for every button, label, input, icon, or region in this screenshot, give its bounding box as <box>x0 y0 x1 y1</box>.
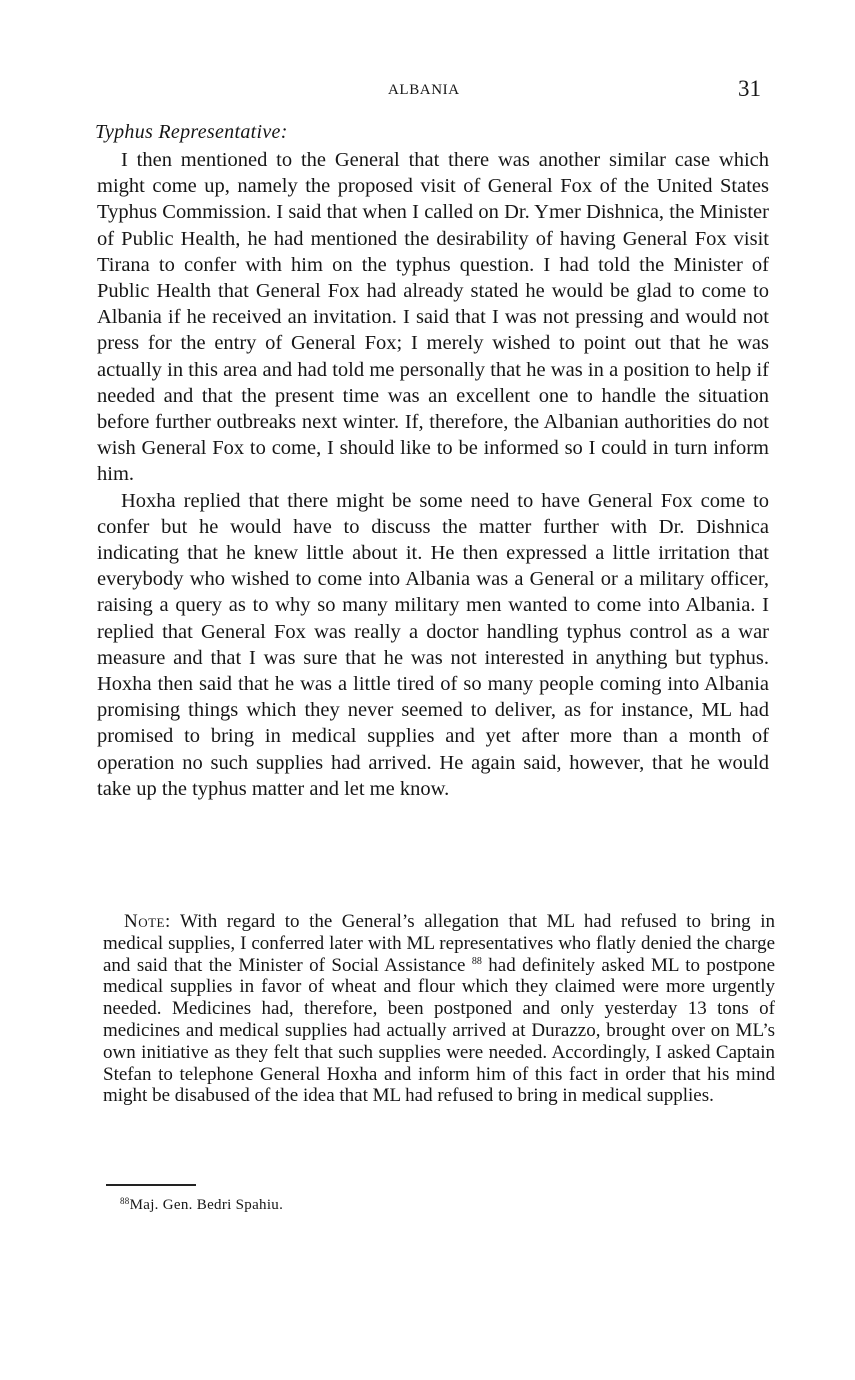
body-paragraph-2: Hoxha replied that there might be some need to have General Fox come to confer but he would have to discuss the matter further with Dr. Dishnica indicating that he knew little about it. He then expressed a little irritation that everybody who wished to come into Albania was a General or a military officer, raising a query as to why so many military men wanted to come into Albania. I replied that General Fox was really a doctor handling typhus control as a war measure and that I was sure that he was not interested in anything but typhus. Hoxha then said that he was a little tired of so many people coming into Albania promising things which they never seemed to deliver, as for instance, ML had promised to bring in medical supplies and yet after more than a month of operation no such supplies had arrived. He again said, however, that he would take up the typhus matter and let me know. <box>97 489 769 800</box>
note-text-before-ref: With regard to the General’s allegation that ML had refused to bring in medical supplies, I conferred later with ML representatives who flatly denied the charge and said that the Minister of Social Assistance <box>103 911 775 976</box>
body-paragraph-1: I then mentioned to the General that there was another similar case which might come up, namely the proposed visit of General Fox of the United States Typhus Commission. I said that when I called on Dr. Ymer Dishnica, the Minister of Public Health, he had mentioned the desirability of having General Fox visit Tirana to confer with him on the typhus question. I had told the Minister of Public Health that General Fox had already stated he would be glad to come to Albania if he received an invitation. I said that I was not pressing and would not press for the entry of General Fox; I merely wished to point out that he was actually in this area and had told me personally that he was in a position to help if needed and that the present time was an excellent one to handle the situation before further outbreaks next winter. If, therefore, the Albanian authorities do not wish General Fox to come, I should like to be informed so I could in turn inform him. <box>97 149 769 486</box>
page-number: 31 <box>738 76 761 101</box>
footnote-divider <box>106 1184 196 1186</box>
note-footnote-ref: 88 <box>471 955 482 967</box>
note-label: Note: <box>124 911 171 932</box>
section-heading: Typhus Representative: <box>95 121 288 143</box>
running-title: ALBANIA <box>388 82 460 98</box>
running-head <box>0 76 855 106</box>
note-paragraph <box>103 911 775 1107</box>
footnote-number: 88 <box>120 1196 130 1206</box>
note-block <box>103 911 775 1107</box>
body-text <box>97 147 769 802</box>
footnote-text: Maj. Gen. Bedri Spahiu. <box>129 1197 284 1213</box>
note-text-after-ref: had definitely asked ML to postpone medical supplies in favor of wheat and flour which they claimed were more urgently needed. Medicines had, therefore, been postponed and only yesterday 13 tons of medicines and medical supplies had actually arrived at Durazzo, brought over on ML’s own initiative as they felt that such supplies were needed. Accordingly, I asked Captain Stefan to telephone General Hoxha and inform him of this fact in order that his mind might be disabused of the idea that ML had refused to bring in medical supplies. <box>103 954 775 1107</box>
footnote <box>120 1197 283 1214</box>
